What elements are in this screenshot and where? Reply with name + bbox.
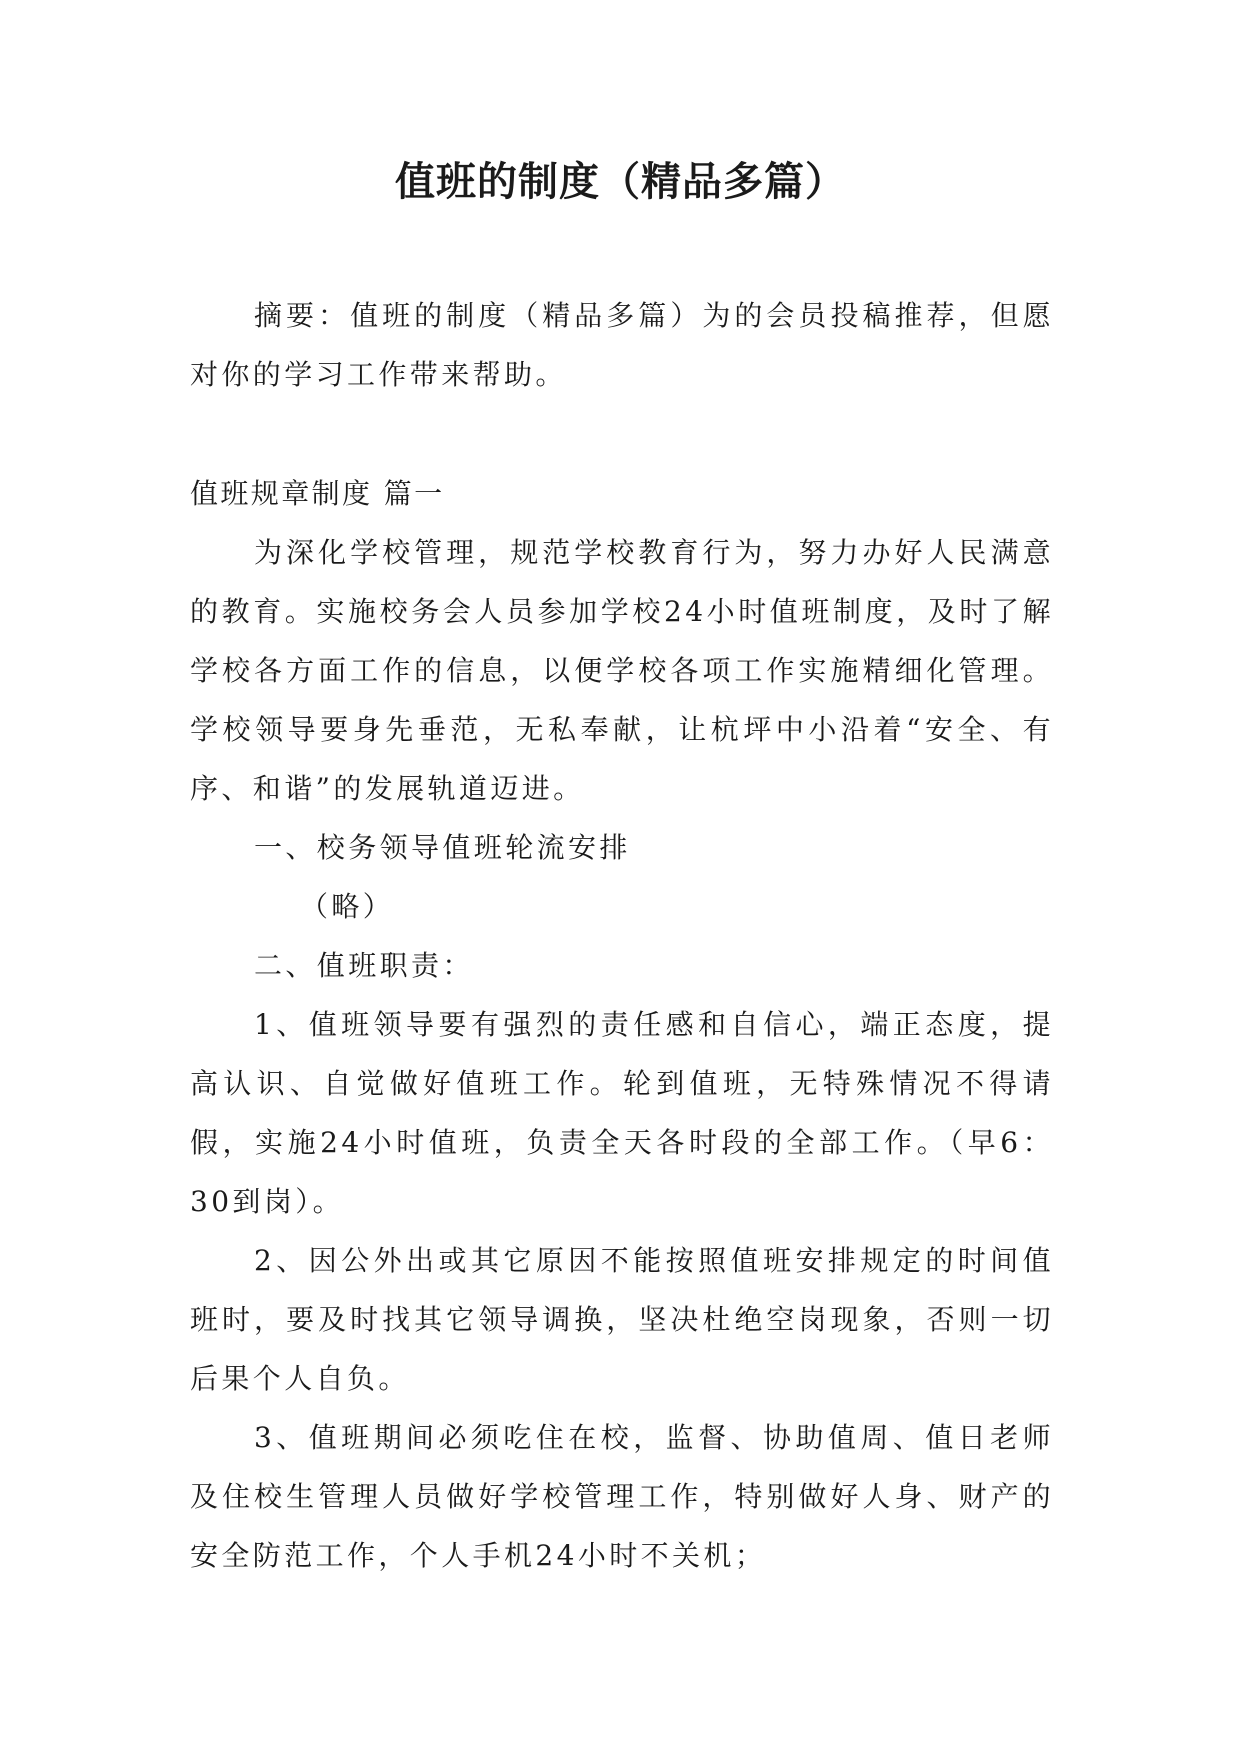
duty-item-2: 2、因公外出或其它原因不能按照值班安排规定的时间值班时，要及时找其它领导调换，坚决杜绝空岗现象，否则一切后果个人自负。 <box>190 1244 1054 1395</box>
duty-item-1: 1、值班领导要有强烈的责任感和自信心，端正态度，提高认识、自觉做好值班工作。轮到值班，无特殊情况不得请假，实施24小时值班，负责全天各时段的全部工作。（早6：30到岗）。 <box>190 1008 1054 1218</box>
list-heading-1: 一、校务领导值班轮流安排 <box>254 831 631 864</box>
section-heading: 值班规章制度 篇一 <box>190 477 445 510</box>
document-body <box>190 286 1054 1585</box>
list-heading-2: 二、值班职责： <box>254 949 474 982</box>
document-title: 值班的制度（精品多篇） <box>395 159 846 205</box>
omitted-note: （略） <box>300 890 395 923</box>
duty-item-3: 3、值班期间必须吃住在校，监督、协助值周、值日老师及住校生管理人员做好学校管理工作，特别做好人身、财产的安全防范工作，个人手机24小时不关机； <box>190 1421 1054 1572</box>
abstract-paragraph: 摘要：值班的制度（精品多篇）为的会员投稿推荐，但愿对你的学习工作带来帮助。 <box>190 299 1054 391</box>
paragraph-intro: 为深化学校管理，规范学校教育行为，努力办好人民满意的教育。实施校务会人员参加学校24小时值班制度，及时了解学校各方面工作的信息，以便学校各项工作实施精细化管理。学校领导要身先垂范，无私奉献，让杭坪中小沿着“安全、有序、和谐”的发展轨道迈进。 <box>190 536 1054 805</box>
